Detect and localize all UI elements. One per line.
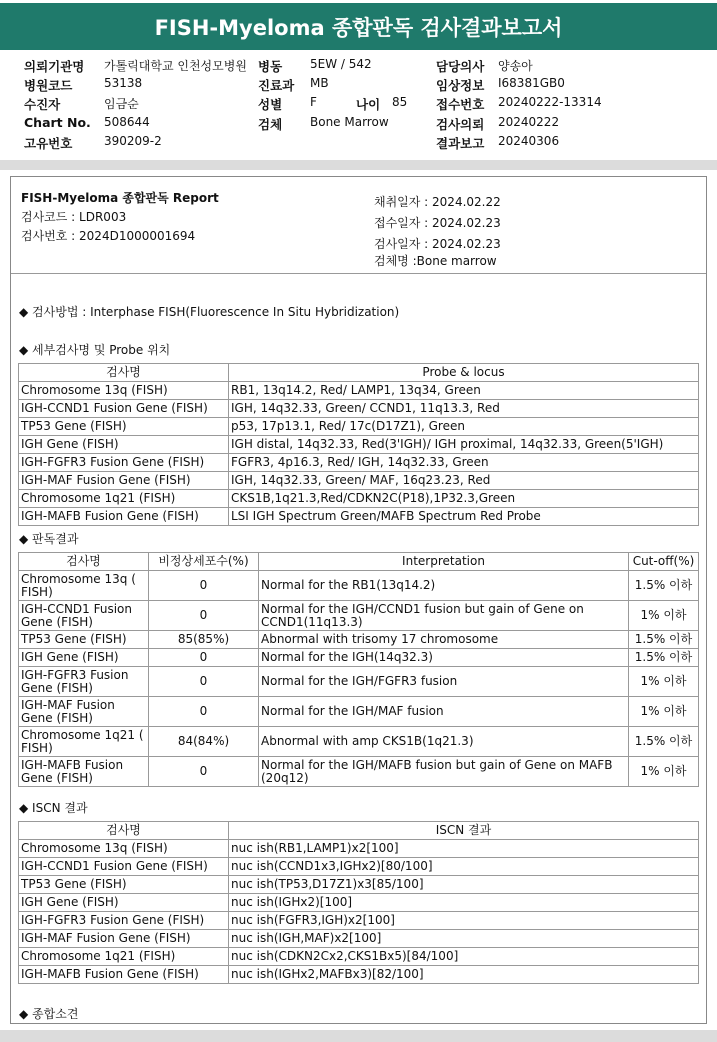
info-label-report-date: 결과보고 [436,136,485,151]
table-row [19,894,699,912]
table-cell: 0 [149,649,259,667]
table-cell: 1.5% 이하 [629,631,699,649]
info-label-age: 나이 [356,97,381,112]
table-cell: nuc ish(CDKN2Cx2,CKS1Bx5)[84/100] [229,948,699,966]
info-value-age: 85 [392,95,408,109]
table-row [19,631,699,649]
table-row [19,418,699,436]
report-code: 검사코드 : LDR003 [21,210,127,224]
table-cell: 0 [149,601,259,631]
table-cell: IGH, 14q32.33, Green/ CCND1, 11q13.3, Red [229,400,699,418]
table-cell: 0 [149,757,259,787]
table-cell: IGH-FGFR3 Fusion Gene (FISH) [19,454,229,472]
info-label-unique-no: 고유번호 [24,136,73,151]
table-cell: 1.5% 이하 [629,727,699,757]
table-row [19,472,699,490]
table-row [19,966,699,984]
table-cell: Normal for the IGH/CCND1 fusion but gain of Gene on CCND1(11q13.3) [259,601,629,631]
info-value-sex: F [310,95,317,109]
iscn-section-title: ◆ ISCN 결과 [19,801,88,815]
report-title: FISH-Myeloma 종합판독 Report [21,191,219,205]
table-cell: 84(84%) [149,727,259,757]
iscn-table [18,821,699,984]
table-cell: IGH-MAFB Fusion Gene (FISH) [19,966,229,984]
section-separator [0,160,717,170]
table-row [19,840,699,858]
receipt-date: 접수일자 : 2024.02.23 [374,216,501,230]
table-cell: IGH Gene (FISH) [19,894,229,912]
table-cell: IGH-FGFR3 Fusion Gene (FISH) [19,912,229,930]
info-value-patient: 임금순 [104,97,139,111]
info-label-ward: 병동 [258,59,283,74]
column-header: 비정상세포수(%) [149,553,259,571]
table-cell: FGFR3, 4p16.3, Red/ IGH, 14q32.33, Green [229,454,699,472]
info-label-department: 진료과 [258,78,295,93]
table-row [19,436,699,454]
table-cell: Abnormal with amp CKS1B(1q21.3) [259,727,629,757]
table-cell: RB1, 13q14.2, Red/ LAMP1, 13q34, Green [229,382,699,400]
table-cell: Chromosome 1q21 (FISH) [19,490,229,508]
method-line: ◆ 검사방법 : Interphase FISH(Fluorescence In Situ Hybridization) [19,305,400,319]
column-header: 검사명 [19,364,229,382]
info-value-request: 20240222 [498,115,560,129]
table-cell: Chromosome 1q21 (FISH) [19,948,229,966]
table-cell: IGH-FGFR3 Fusion Gene (FISH) [19,667,149,697]
table-cell: IGH-CCND1 Fusion Gene (FISH) [19,400,229,418]
table-row [19,858,699,876]
info-value-chart-no: 508644 [104,115,150,129]
report-number: 검사번호 : 2024D1000001694 [21,229,196,243]
table-cell: Normal for the RB1(13q14.2) [259,571,629,601]
patient-info [0,47,717,157]
collection-date: 채취일자 : 2024.02.22 [374,195,501,209]
report-header [0,0,717,50]
info-label-request: 검사의뢰 [436,117,485,132]
column-header: Interpretation [259,553,629,571]
table-cell: IGH Gene (FISH) [19,436,229,454]
table-cell: IGH-MAFB Fusion Gene (FISH) [19,757,149,787]
probe-section-title: ◆ 세부검사명 및 Probe 위치 [19,343,171,357]
column-header: 검사명 [19,822,229,840]
info-value-specimen: Bone Marrow [310,115,389,129]
column-header: Probe & locus [229,364,699,382]
table-row [19,727,699,757]
summary-section-title: ◆ 종합소견 [19,1007,79,1021]
result-section-title: ◆ 판독결과 [19,532,79,546]
table-cell: IGH-MAFB Fusion Gene (FISH) [19,508,229,526]
table-row [19,948,699,966]
table-row [19,601,699,631]
column-header: Cut-off(%) [629,553,699,571]
table-cell: TP53 Gene (FISH) [19,876,229,894]
info-label-patient: 수진자 [24,97,61,112]
table-cell: 0 [149,697,259,727]
table-cell: IGH-MAF Fusion Gene (FISH) [19,697,149,727]
probe-table [18,363,699,526]
column-header: ISCN 결과 [229,822,699,840]
result-table [18,552,699,787]
info-label-institution: 의뢰기관명 [24,59,85,74]
info-value-hospital-code: 53138 [104,76,143,90]
table-row [19,454,699,472]
info-value-report-date: 20240306 [498,134,560,148]
table-cell: Normal for the IGH/FGFR3 fusion [259,667,629,697]
table-cell: IGH-CCND1 Fusion Gene (FISH) [19,601,149,631]
table-cell: nuc ish(CCND1x3,IGHx2)[80/100] [229,858,699,876]
table-cell: nuc ish(IGH,MAF)x2[100] [229,930,699,948]
table-cell: nuc ish(IGHx2)[100] [229,894,699,912]
table-cell: 0 [149,571,259,601]
report-top [11,177,706,274]
table-row [19,697,699,727]
table-header-row [19,364,699,382]
table-cell: Normal for the IGH/MAF fusion [259,697,629,727]
table-cell: IGH-MAF Fusion Gene (FISH) [19,930,229,948]
table-row [19,508,699,526]
table-cell: CKS1B,1q21.3,Red/CDKN2C(P18),1P32.3,Green [229,490,699,508]
table-cell: TP53 Gene (FISH) [19,631,149,649]
info-value-ward: 5EW / 542 [310,57,372,71]
column-header: 검사명 [19,553,149,571]
table-cell: Chromosome 13q ( FISH) [19,571,149,601]
table-cell: Chromosome 13q (FISH) [19,382,229,400]
test-date: 검사일자 : 2024.02.23 [374,237,501,251]
table-cell: 1% 이하 [629,697,699,727]
table-row [19,912,699,930]
page-title: FISH-Myeloma 종합판독 검사결과보고서 [154,16,563,40]
bottom-bar [0,1030,717,1042]
info-label-receipt-no: 접수번호 [436,97,485,112]
info-label-clinical: 임상정보 [436,78,485,93]
info-value-unique-no: 390209-2 [104,134,162,148]
info-label-doctor: 담당의사 [436,59,485,74]
report-body [10,176,707,1024]
table-cell: IGH, 14q32.33, Green/ MAF, 16q23.23, Red [229,472,699,490]
info-value-department: MB [310,76,329,90]
table-row [19,649,699,667]
info-value-institution: 가톨릭대학교 인천성모병원 [104,59,247,73]
table-cell: TP53 Gene (FISH) [19,418,229,436]
table-cell: IGH Gene (FISH) [19,649,149,667]
table-row [19,757,699,787]
table-row [19,876,699,894]
info-value-receipt-no: 20240222-13314 [498,95,602,109]
info-label-hospital-code: 병원코드 [24,78,73,93]
info-value-doctor: 양송아 [498,59,533,73]
table-cell: 0 [149,667,259,697]
table-cell: 85(85%) [149,631,259,649]
table-cell: IGH distal, 14q32.33, Red(3'IGH)/ IGH proximal, 14q32.33, Green(5'IGH) [229,436,699,454]
table-header-row [19,553,699,571]
table-cell: 1% 이하 [629,601,699,631]
table-cell: nuc ish(RB1,LAMP1)x2[100] [229,840,699,858]
table-cell: nuc ish(IGHx2,MAFBx3)[82/100] [229,966,699,984]
table-cell: LSI IGH Spectrum Green/MAFB Spectrum Red Probe [229,508,699,526]
table-row [19,930,699,948]
info-label-specimen: 검체 [258,117,283,132]
table-cell: 1% 이하 [629,757,699,787]
table-cell: IGH-CCND1 Fusion Gene (FISH) [19,858,229,876]
table-row [19,571,699,601]
table-cell: Chromosome 13q (FISH) [19,840,229,858]
info-label-sex: 성별 [258,97,283,112]
info-value-clinical: I68381GB0 [498,76,565,90]
table-row [19,667,699,697]
table-row [19,490,699,508]
table-cell: Abnormal with trisomy 17 chromosome [259,631,629,649]
info-label-chart-no: Chart No. [24,115,91,130]
table-cell: 1.5% 이하 [629,571,699,601]
table-cell: 1% 이하 [629,667,699,697]
table-row [19,382,699,400]
table-cell: Normal for the IGH/MAFB fusion but gain of Gene on MAFB (20q12) [259,757,629,787]
table-cell: Chromosome 1q21 ( FISH) [19,727,149,757]
table-cell: nuc ish(TP53,D17Z1)x3[85/100] [229,876,699,894]
specimen-name: 검체명 :Bone marrow [374,254,497,268]
table-header-row [19,822,699,840]
table-row [19,400,699,418]
table-cell: 1.5% 이하 [629,649,699,667]
table-cell: IGH-MAF Fusion Gene (FISH) [19,472,229,490]
table-cell: Normal for the IGH(14q32.3) [259,649,629,667]
table-cell: nuc ish(FGFR3,IGH)x2[100] [229,912,699,930]
table-cell: p53, 17p13.1, Red/ 17c(D17Z1), Green [229,418,699,436]
